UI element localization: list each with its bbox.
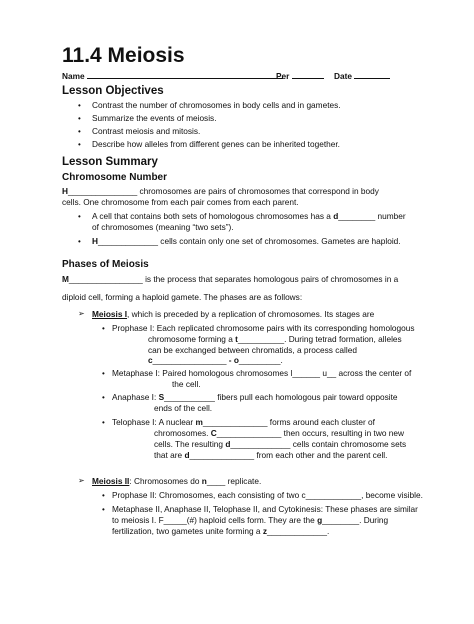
blank-hint-letter: H (62, 186, 68, 196)
objective-item: Summarize the events of meiosis. (92, 113, 217, 123)
summary-heading: Lesson Summary (62, 156, 158, 168)
metaphase-2-line-3 (112, 526, 329, 537)
blank-hint-letter: o (233, 355, 239, 365)
blank-hint-letter: n (201, 476, 207, 486)
body-text: chromosomes. (154, 428, 211, 438)
arrow-bullet-icon: ➢ (78, 309, 85, 318)
body-text: : Chromosomes do (129, 476, 202, 486)
fill-blank[interactable]: ________ (322, 515, 360, 525)
meiosis-2-intro (92, 476, 261, 487)
blank-hint-letter: m (195, 417, 203, 427)
prophase-2-line (112, 490, 423, 501)
body-text: the cell. (172, 379, 201, 389)
name-field[interactable] (62, 70, 283, 81)
fill-blank[interactable]: __________ (237, 334, 285, 344)
date-label: Date (334, 71, 352, 81)
body-text: (#) haploid cells form. They are the (186, 515, 318, 525)
body-text: cells. The resulting (154, 439, 226, 449)
body-text: . (326, 526, 330, 536)
objectives-heading: Lesson Objectives (62, 85, 164, 97)
fill-blank[interactable]: _____ (163, 515, 187, 525)
body-text: is the process that separates homologous pairs of chromosomes in a (142, 274, 399, 284)
objective-item: Contrast the number of chromosomes in body cells and in gametes. (92, 100, 341, 110)
blank-hint-letter: S (158, 392, 165, 402)
per-field[interactable] (276, 70, 324, 81)
body-text: chromosome forming a (148, 334, 236, 344)
blank-hint-letter: M (62, 274, 69, 284)
body-text: Metaphase I: Paired homologous chromosomes l (112, 368, 293, 378)
bullet-icon: • (102, 393, 105, 402)
body-text: of chromosomes (meaning “two sets”). (92, 222, 234, 232)
fill-blank[interactable]: ________________ (68, 274, 143, 284)
telophase-1-line-4 (154, 450, 387, 461)
meiosis-2-label: Meiosis II (92, 476, 130, 486)
anaphase-1-line-1 (112, 392, 398, 403)
per-label: Per (276, 71, 290, 81)
body-text: across the center of (336, 368, 412, 378)
body-text: to meiosis I. (112, 515, 159, 525)
body-text: Prophase I: Each replicated chromosome pairs with its corresponding homologous (112, 323, 415, 333)
body-text: Prophase II: Chromosomes, each consisting of two (112, 490, 302, 500)
body-text: then occurs, resulting in two new (281, 428, 404, 438)
fill-blank[interactable]: ______ (292, 368, 321, 378)
prophase-1-line-4 (148, 355, 283, 366)
fill-blank[interactable]: ________ (338, 211, 376, 221)
bullet-icon: • (78, 101, 81, 110)
bullet-icon: • (102, 324, 105, 333)
telophase-1-line-1 (112, 417, 375, 428)
fill-blank[interactable]: ___________ (164, 392, 215, 402)
body-text: u (320, 368, 327, 378)
fill-blank[interactable]: ______________ (216, 428, 282, 438)
bullet-icon: • (102, 491, 105, 500)
body-text: cells contain only one set of chromosomes. Gametes are haploid. (158, 236, 401, 246)
blank-hint-letter: d (333, 211, 339, 221)
fill-blank[interactable]: _____________ (230, 439, 291, 449)
fill-blank[interactable]: ______________ (202, 417, 268, 427)
body-text: . During tetrad formation, alleles (284, 334, 402, 344)
fill-blank[interactable]: _________ (238, 355, 281, 365)
date-field[interactable] (334, 70, 390, 81)
body-text: fertilization, two gametes unite forming a (112, 526, 263, 536)
chromosome-number-heading: Chromosome Number (62, 172, 168, 183)
bullet-icon: • (102, 505, 105, 514)
blank-hint-letter: d (225, 439, 231, 449)
fill-blank[interactable]: _____________ (266, 526, 327, 536)
objective-item: Contrast meiosis and mitosis. (92, 126, 201, 136)
page-title: 11.4 Meiosis (62, 44, 185, 67)
body-text: replicate. (225, 476, 262, 486)
fill-blank[interactable]: ____ (206, 476, 226, 486)
body-text: Metaphase II, Anaphase II, Telophase II, and Cytokinesis: These phases are similar (112, 504, 418, 514)
phases-heading: Phases of Meiosis (62, 259, 149, 270)
telophase-1-line-2 (154, 428, 404, 439)
body-text: . During (359, 515, 389, 525)
body-text: fibers pull each homologous pair toward opposite (214, 392, 398, 402)
blank-hint-letter: c (301, 490, 306, 500)
fill-blank[interactable]: _____________ (98, 236, 158, 246)
meiosis-1-intro (92, 309, 374, 320)
body-text: cells. One chromosome from each pair comes from each parent. (62, 197, 299, 207)
blank-hint-letter: H (92, 236, 98, 246)
metaphase-2-line-2 (112, 515, 388, 526)
bullet-icon: • (78, 212, 81, 221)
bullet-icon: • (102, 418, 105, 427)
body-text: Anaphase I: (112, 392, 159, 402)
chromosome-number-intro (62, 186, 379, 197)
body-text: . (280, 355, 283, 365)
body-text: Telophase I: A nuclear (112, 417, 196, 427)
body-text: A cell that contains both sets of homologous chromosomes has a (92, 211, 334, 221)
chromosome-bullet-2 (92, 236, 401, 247)
fill-blank[interactable]: ________________ (152, 355, 227, 365)
blank-hint-letter: d (184, 450, 190, 460)
body-text: ends of the cell. (154, 403, 213, 413)
bullet-icon: • (78, 140, 81, 149)
blank-hint-letter: F (158, 515, 164, 525)
fill-blank[interactable]: ______________ (189, 450, 255, 460)
bullet-icon: • (78, 127, 81, 136)
body-text: forms around each cluster of (267, 417, 375, 427)
blank-hint-letter: z (262, 526, 267, 536)
body-text: chromosomes are pairs of chromosomes that correspond in body (137, 186, 379, 196)
blank-hint-letter: C (210, 428, 217, 438)
arrow-bullet-icon: ➢ (78, 476, 85, 485)
phases-intro (62, 274, 398, 285)
date-line[interactable] (354, 70, 390, 79)
body-text: number (375, 211, 406, 221)
body-text: cells contain chromosome sets (290, 439, 407, 449)
body-text: , become visible. (361, 490, 423, 500)
bullet-icon: • (78, 237, 81, 246)
fill-blank[interactable]: ____________ (305, 490, 362, 500)
body-text: , which is preceded by a replication of chromosomes. Its stages are (127, 309, 375, 319)
meiosis-1-label: Meiosis I (92, 309, 128, 319)
body-text: from each other and the parent cell. (254, 450, 388, 460)
blank-hint-letter: g (317, 515, 323, 525)
blank-hint-letter: c (148, 355, 153, 365)
chromosome-bullet-1 (92, 211, 406, 222)
fill-blank[interactable]: __ (326, 368, 337, 378)
name-line[interactable] (87, 70, 283, 79)
prophase-1-line-2 (148, 334, 402, 345)
bullet-icon: • (78, 114, 81, 123)
body-text: that are (154, 450, 185, 460)
body-text: can be exchanged between chromatids, a process called (148, 345, 357, 355)
metaphase-1-line-1 (112, 368, 411, 379)
per-line[interactable] (292, 70, 324, 79)
body-text: diploid cell, forming a haploid gamete. The phases are as follows: (62, 292, 303, 302)
objective-item: Describe how alleles from different genes can be inherited together. (92, 139, 340, 149)
name-label: Name (62, 71, 85, 81)
body-text: - (226, 355, 234, 365)
fill-blank[interactable]: _______________ (68, 186, 138, 196)
bullet-icon: • (102, 369, 105, 378)
blank-hint-letter: t (235, 334, 238, 344)
telophase-1-line-3 (154, 439, 406, 450)
